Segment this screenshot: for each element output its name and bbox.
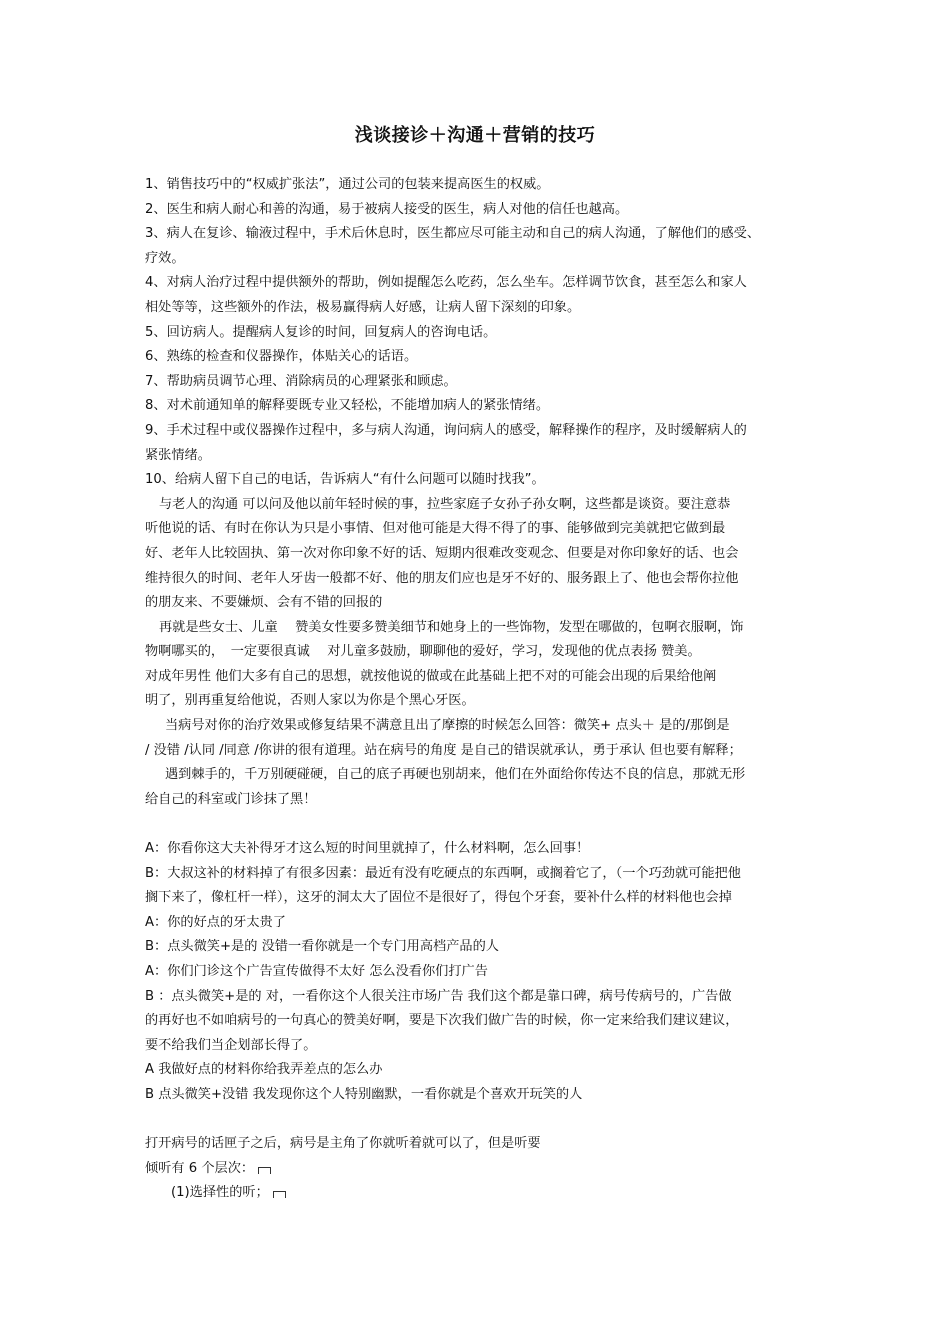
bracket-mark-icon bbox=[273, 1191, 286, 1198]
paragraph-line: 对成年男性 他们大多有自己的思想，就按他说的做或在此基础上把不对的可能会出现的后果给他阐 bbox=[145, 668, 717, 684]
blank-line bbox=[145, 1108, 825, 1133]
bracket-mark-icon bbox=[258, 1167, 271, 1174]
dialogue-line: 要不给我们当企划部长得了。 bbox=[145, 1037, 317, 1053]
paragraph-text: 倾听有 6 个层次： bbox=[145, 1160, 255, 1176]
paragraph-line-with-mark bbox=[145, 1157, 825, 1182]
dialogue-line: A：你看你这大夫补得牙才这么短的时间里就掉了，什么材料啊，怎么回事！ bbox=[145, 841, 590, 857]
list-item-text: (1)选择性的听； bbox=[171, 1185, 269, 1201]
paragraph-line: 好、老年人比较固执、第一次对你印象不好的话、短期内很难改变观念、但要是对你印象好的话、也会 bbox=[145, 545, 739, 561]
paragraph-line: 维持很久的时间、老年人牙齿一般都不好、他的朋友们应也是牙不好的、服务跟上了、他也会帮你拉他 bbox=[145, 570, 739, 586]
paragraph-line: 6、熟练的检查和仪器操作，体贴关心的话语。 bbox=[145, 349, 418, 365]
paragraph-line: 的朋友来、不要嫌烦、会有不错的回报的 bbox=[145, 595, 383, 611]
paragraph-line: 5、回访病人。提醒病人复诊的时间，回复病人的咨询电话。 bbox=[145, 324, 497, 340]
dialogue-line: A：你们门诊这个广告宣传做得不太好 怎么没看你们打广告 bbox=[145, 964, 488, 979]
paragraph-line: / 没错 /认同 /同意 /你讲的很有道理。站在病号的角度 是自己的错误就承认，勇于承认 但也要有解释； bbox=[145, 742, 742, 758]
paragraph-line: 听他说的话、有时在你认为只是小事情、但对他可能是大得不得了的事、能够做到完美就把它做到最 bbox=[145, 521, 726, 537]
paragraph-line: 当病号对你的治疗效果或修复结果不满意且出了摩擦的时候怎么回答：微笑+ 点头＋ 是的/那倒是 bbox=[165, 718, 730, 734]
paragraph-line: 2、医生和病人耐心和善的沟通，易于被病人接受的医生，病人对他的信任也越高。 bbox=[145, 201, 629, 217]
paragraph-line: 明了，别再重复给他说，否则人家以为你是个黑心牙医。 bbox=[145, 693, 475, 709]
paragraph-line: 再就是些女士、儿童 赞美女性要多赞美细节和她身上的一些饰物，发型在哪做的，包啊衣服啊，饰 bbox=[159, 619, 744, 635]
dialogue-line: A 我做好点的材料你给我弄差点的怎么办 bbox=[145, 1062, 383, 1078]
dialogue-line: 的再好也不如咱病号的一句真心的赞美好啊，要是下次我们做广告的时候，你一定来给我们建议建议， bbox=[145, 1013, 739, 1029]
paragraph-line: 与老人的沟通 可以问及他以前年轻时候的事，拉些家庭子女孙子孙女啊，这些都是谈资。要注意恭 bbox=[159, 496, 731, 512]
dialogue-line: B：点头微笑+是的 没错一看你就是一个专门用高档产品的人 bbox=[145, 939, 499, 955]
dialogue-line: 搁下来了，像杠杆一样），这牙的洞太大了固位不是很好了，得包个牙套，要补什么样的材料他也会掉 bbox=[145, 890, 732, 906]
paragraph-line: 1、销售技巧中的“权威扩张法”，通过公司的包装来提高医生的权威。 bbox=[145, 177, 550, 192]
paragraph-line: 7、帮助病员调节心理、消除病员的心理紧张和顾虑。 bbox=[145, 373, 457, 389]
paragraph-line: 4、对病人治疗过程中提供额外的帮助，例如提醒怎么吃药，怎么坐车。怎样调节饮食，甚至怎么和家人 bbox=[145, 275, 747, 291]
paragraph-line: 3、病人在复诊、输液过程中，手术后休息时，医生都应尽可能主动和自己的病人沟通，了解他们的感受、 bbox=[145, 226, 761, 242]
dialogue-line: B ：点头微笑+是的 对，一看你这个人很关注市场广告 我们这个都是靠口碑，病号传病号的，广告做 bbox=[145, 988, 732, 1004]
paragraph-line: 10、给病人留下自己的电话，告诉病人“有什么问题可以随时找我”。 bbox=[145, 472, 545, 488]
paragraph-line: 物啊哪买的， 一定要很真诚 对儿童多鼓励，聊聊他的爱好，学习，发现他的优点表扬 赞美。 bbox=[145, 644, 701, 660]
blank-line bbox=[145, 812, 825, 837]
paragraph-line: 相处等等，这些额外的作法，极易赢得病人好感，让病人留下深刻的印象。 bbox=[145, 299, 581, 315]
dialogue-line: A：你的好点的牙太贵了 bbox=[145, 914, 286, 930]
paragraph-line: 8、对术前通知单的解释要既专业又轻松，不能增加病人的紧张情绪。 bbox=[145, 398, 550, 414]
paragraph-line: 9、手术过程中或仪器操作过程中，多与病人沟通，询问病人的感受，解释操作的程序，及时缓解病人的 bbox=[145, 422, 747, 438]
dialogue-line: B 点头微笑+没错 我发现你这个人特别幽默，一看你就是个喜欢开玩笑的人 bbox=[145, 1086, 583, 1102]
list-item-line bbox=[145, 1181, 825, 1206]
document-body bbox=[145, 173, 825, 1206]
paragraph-line: 疗效。 bbox=[145, 250, 185, 266]
paragraph-line: 紧张情绪。 bbox=[145, 447, 211, 463]
paragraph-line: 给自己的科室或门诊抹了黑！ bbox=[145, 791, 317, 807]
paragraph-line: 打开病号的话匣子之后，病号是主角了你就听着就可以了，但是听要 bbox=[145, 1136, 541, 1152]
document-title: 浅谈接诊＋沟通＋营销的技巧 bbox=[354, 125, 596, 146]
dialogue-line: B：大叔这补的材料掉了有很多因素：最近有没有吃硬点的东西啊，或搁着它了，（一个巧劲就可能把他 bbox=[145, 865, 741, 881]
paragraph-line: 遇到棘手的，千万别硬碰硬，自己的底子再硬也别胡来，他们在外面给你传达不良的信息，那就无形 bbox=[165, 767, 746, 783]
